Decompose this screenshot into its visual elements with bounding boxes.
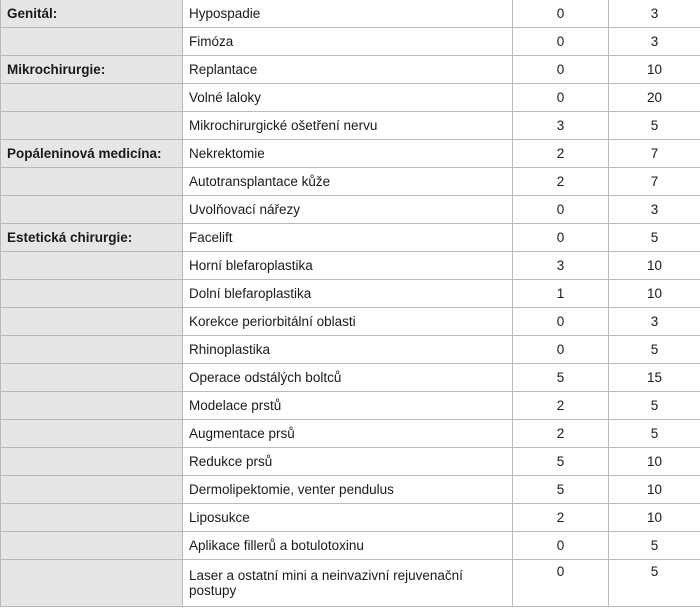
- category-cell: Mikrochirurgie:: [1, 56, 183, 84]
- procedure-cell: Redukce prsů: [183, 448, 513, 476]
- category-cell: [1, 392, 183, 420]
- category-cell: [1, 420, 183, 448]
- total-count-cell: 10: [609, 56, 700, 84]
- min-count-cell: 0: [513, 0, 609, 28]
- table-row: [1, 140, 700, 168]
- total-count-cell: 10: [609, 476, 700, 504]
- procedure-cell: Dolní blefaroplastika: [183, 280, 513, 308]
- table-row: [1, 28, 700, 56]
- min-count-cell: 0: [513, 336, 609, 364]
- min-count-cell: 0: [513, 560, 609, 607]
- min-count-cell: 2: [513, 504, 609, 532]
- min-count-cell: 5: [513, 364, 609, 392]
- category-cell: [1, 336, 183, 364]
- category-cell: Estetická chirurgie:: [1, 224, 183, 252]
- category-cell: [1, 504, 183, 532]
- category-cell: Genitál:: [1, 0, 183, 28]
- total-count-cell: 10: [609, 448, 700, 476]
- total-count-cell: 10: [609, 504, 700, 532]
- min-count-cell: 2: [513, 140, 609, 168]
- procedure-cell: Hypospadie: [183, 0, 513, 28]
- total-count-cell: 5: [609, 532, 700, 560]
- category-cell: [1, 532, 183, 560]
- table-row: [1, 476, 700, 504]
- table-row: [1, 0, 700, 28]
- procedure-cell: Autotransplantace kůže: [183, 168, 513, 196]
- min-count-cell: 5: [513, 448, 609, 476]
- category-cell: [1, 112, 183, 140]
- table-row: [1, 336, 700, 364]
- min-count-cell: 3: [513, 112, 609, 140]
- min-count-cell: 0: [513, 84, 609, 112]
- category-cell: [1, 448, 183, 476]
- min-count-cell: 2: [513, 392, 609, 420]
- min-count-cell: 3: [513, 252, 609, 280]
- table-row: [1, 420, 700, 448]
- procedure-cell: Nekrektomie: [183, 140, 513, 168]
- min-count-cell: 2: [513, 168, 609, 196]
- procedure-cell: Fimóza: [183, 28, 513, 56]
- total-count-cell: 5: [609, 336, 700, 364]
- procedure-cell: Uvolňovací nářezy: [183, 196, 513, 224]
- category-cell: [1, 476, 183, 504]
- category-cell: [1, 308, 183, 336]
- total-count-cell: 10: [609, 280, 700, 308]
- total-count-cell: 3: [609, 308, 700, 336]
- total-count-cell: 5: [609, 112, 700, 140]
- procedure-cell: Korekce periorbitální oblasti: [183, 308, 513, 336]
- total-count-cell: 7: [609, 168, 700, 196]
- procedure-cell: Mikrochirurgické ošetření nervu: [183, 112, 513, 140]
- min-count-cell: 0: [513, 28, 609, 56]
- total-count-cell: 3: [609, 28, 700, 56]
- procedure-cell: Modelace prstů: [183, 392, 513, 420]
- procedure-cell: Volné laloky: [183, 84, 513, 112]
- category-cell: [1, 560, 183, 607]
- table-row: [1, 308, 700, 336]
- category-cell: [1, 168, 183, 196]
- table-row: [1, 532, 700, 560]
- table-row: [1, 448, 700, 476]
- table-row: [1, 196, 700, 224]
- table-row: [1, 560, 700, 607]
- table-row: [1, 224, 700, 252]
- min-count-cell: 5: [513, 476, 609, 504]
- min-count-cell: 2: [513, 420, 609, 448]
- procedure-cell: Liposukce: [183, 504, 513, 532]
- category-cell: [1, 252, 183, 280]
- procedure-cell: Laser a ostatní mini a neinvazivní rejuvenační postupy: [183, 560, 513, 607]
- table-row: [1, 168, 700, 196]
- category-cell: [1, 364, 183, 392]
- procedure-cell: Facelift: [183, 224, 513, 252]
- total-count-cell: 7: [609, 140, 700, 168]
- procedure-cell: Replantace: [183, 56, 513, 84]
- min-count-cell: 0: [513, 56, 609, 84]
- table-row: [1, 112, 700, 140]
- table-row: [1, 392, 700, 420]
- total-count-cell: 5: [609, 224, 700, 252]
- total-count-cell: 20: [609, 84, 700, 112]
- total-count-cell: 10: [609, 252, 700, 280]
- procedure-cell: Horní blefaroplastika: [183, 252, 513, 280]
- total-count-cell: 5: [609, 420, 700, 448]
- table-row: [1, 504, 700, 532]
- procedure-cell: Augmentace prsů: [183, 420, 513, 448]
- procedure-cell: Dermolipektomie, venter pendulus: [183, 476, 513, 504]
- table-row: [1, 280, 700, 308]
- min-count-cell: 0: [513, 532, 609, 560]
- total-count-cell: 3: [609, 196, 700, 224]
- category-cell: [1, 28, 183, 56]
- category-cell: [1, 196, 183, 224]
- category-cell: Popáleninová medicína:: [1, 140, 183, 168]
- total-count-cell: 5: [609, 560, 700, 607]
- min-count-cell: 0: [513, 224, 609, 252]
- min-count-cell: 0: [513, 196, 609, 224]
- category-cell: [1, 280, 183, 308]
- procedure-cell: Aplikace fillerů a botulotoxinu: [183, 532, 513, 560]
- table-row: [1, 84, 700, 112]
- total-count-cell: 3: [609, 0, 700, 28]
- procedure-cell: Operace odstálých boltců: [183, 364, 513, 392]
- table-row: [1, 252, 700, 280]
- category-cell: [1, 84, 183, 112]
- min-count-cell: 1: [513, 280, 609, 308]
- total-count-cell: 5: [609, 392, 700, 420]
- table-row: [1, 364, 700, 392]
- table-row: [1, 56, 700, 84]
- total-count-cell: 15: [609, 364, 700, 392]
- procedure-cell: Rhinoplastika: [183, 336, 513, 364]
- min-count-cell: 0: [513, 308, 609, 336]
